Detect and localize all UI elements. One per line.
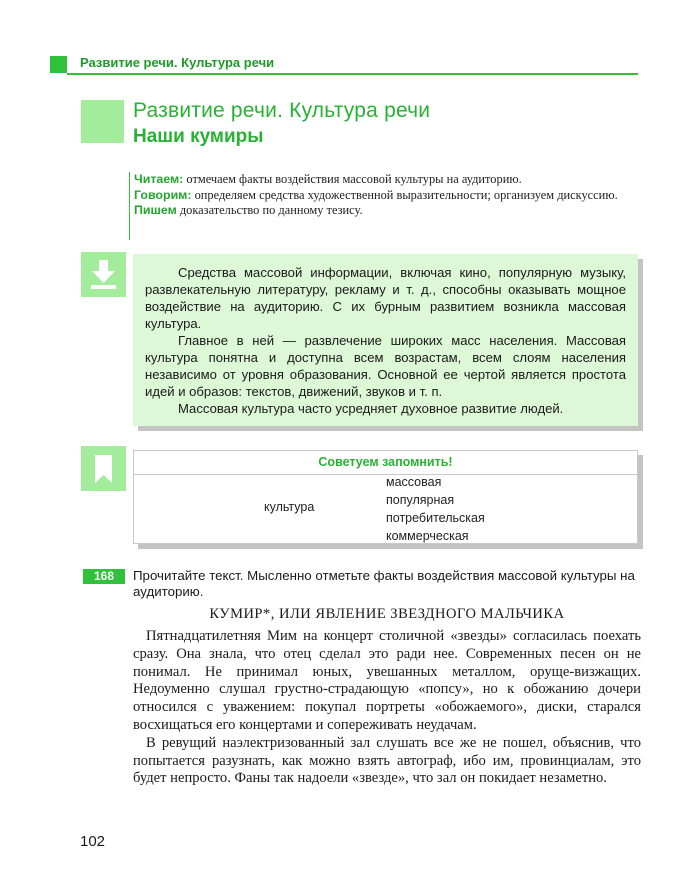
goal-writing <box>134 203 641 219</box>
remember-headword: культура <box>264 500 315 514</box>
running-header: Развитие речи. Культура речи <box>80 55 275 70</box>
remember-modifiers <box>386 473 485 545</box>
title-marker <box>81 100 124 143</box>
theory-paragraph: Средства массовой информации, включая кино, популярную музыку, развлекательную литературу, рекламу и т. д., способны оказывать мощное воздействие на аудиторию. С их бурным развитием возникла массовая культура. <box>145 265 626 331</box>
remember-title: Советуем запомнить! <box>318 455 453 469</box>
modifier-item: популярная <box>386 493 455 507</box>
download-icon <box>81 252 126 297</box>
goal-text: доказательство по данному тезису. <box>176 203 363 217</box>
modifier-item: коммерческая <box>386 529 469 543</box>
theory-box <box>133 254 638 426</box>
theory-paragraph: Массовая культура часто усредняет духовное развитие людей. <box>178 401 564 416</box>
theory-paragraph: Главное в ней — развлечение широких масс населения. Массовая культура понятна и доступна всем возрастам, всем слоям населения независимо от уровня образования. Основной ее чертой является простота идей и образов: текстов, движений, звуков и т. п. <box>145 333 626 399</box>
story-text <box>133 628 641 788</box>
goal-text: отмечаем факты воздействия массовой культуры на аудиторию. <box>183 172 522 186</box>
story-paragraph: Пятнадцатилетняя Мим на концерт столичной «звезды» согласилась поехать сразу. Она знала, что отец сделал это ради нее. Современных песен он не понимал. Не принимал юных, увешанных металлом, оруще-визжащих. Недоуменно слушал грустно-страдающую «попсу», но к обожанию дочери относился с уважением: покупал портреты «обожаемого», диски, старался восхищаться его концертами и сопереживать неудачам. <box>133 628 641 733</box>
page-number: 102 <box>80 833 106 850</box>
modifier-item: массовая <box>386 475 442 489</box>
story-title: КУМИР*, ИЛИ ЯВЛЕНИЕ ЗВЕЗДНОГО МАЛЬЧИКА <box>209 606 565 622</box>
header-marker <box>50 56 67 73</box>
goal-speaking <box>134 188 641 204</box>
header-rule <box>67 73 638 75</box>
modifier-item: потребительская <box>386 511 485 525</box>
bookmark-icon <box>81 446 126 491</box>
story-paragraph: В ревущий наэлектризованный зал слушать все же не пошел, объяснив, что попытается разузнать, как можно взять автограф, ибо им, провинциалам, это будет непросто. Фаны так надоели «звезде», что зал он покидает незаметно. <box>133 734 641 787</box>
goal-text: определяем средства художественной выразительности; организуем дискуссию. <box>191 187 618 202</box>
goal-label: Читаем: <box>134 172 184 186</box>
lesson-title: Наши кумиры <box>133 126 264 147</box>
exercise-number: 168 <box>83 569 125 584</box>
lesson-goals <box>129 172 641 240</box>
lesson-section-title: Развитие речи. Культура речи <box>133 99 431 122</box>
remember-box <box>133 450 638 544</box>
goal-label: Пишем <box>134 203 177 217</box>
goal-reading <box>134 172 641 188</box>
goal-label: Говорим: <box>134 187 192 202</box>
exercise-task: Прочитайте текст. Мысленно отметьте факты воздействия массовой культуры на аудиторию. <box>133 568 635 599</box>
